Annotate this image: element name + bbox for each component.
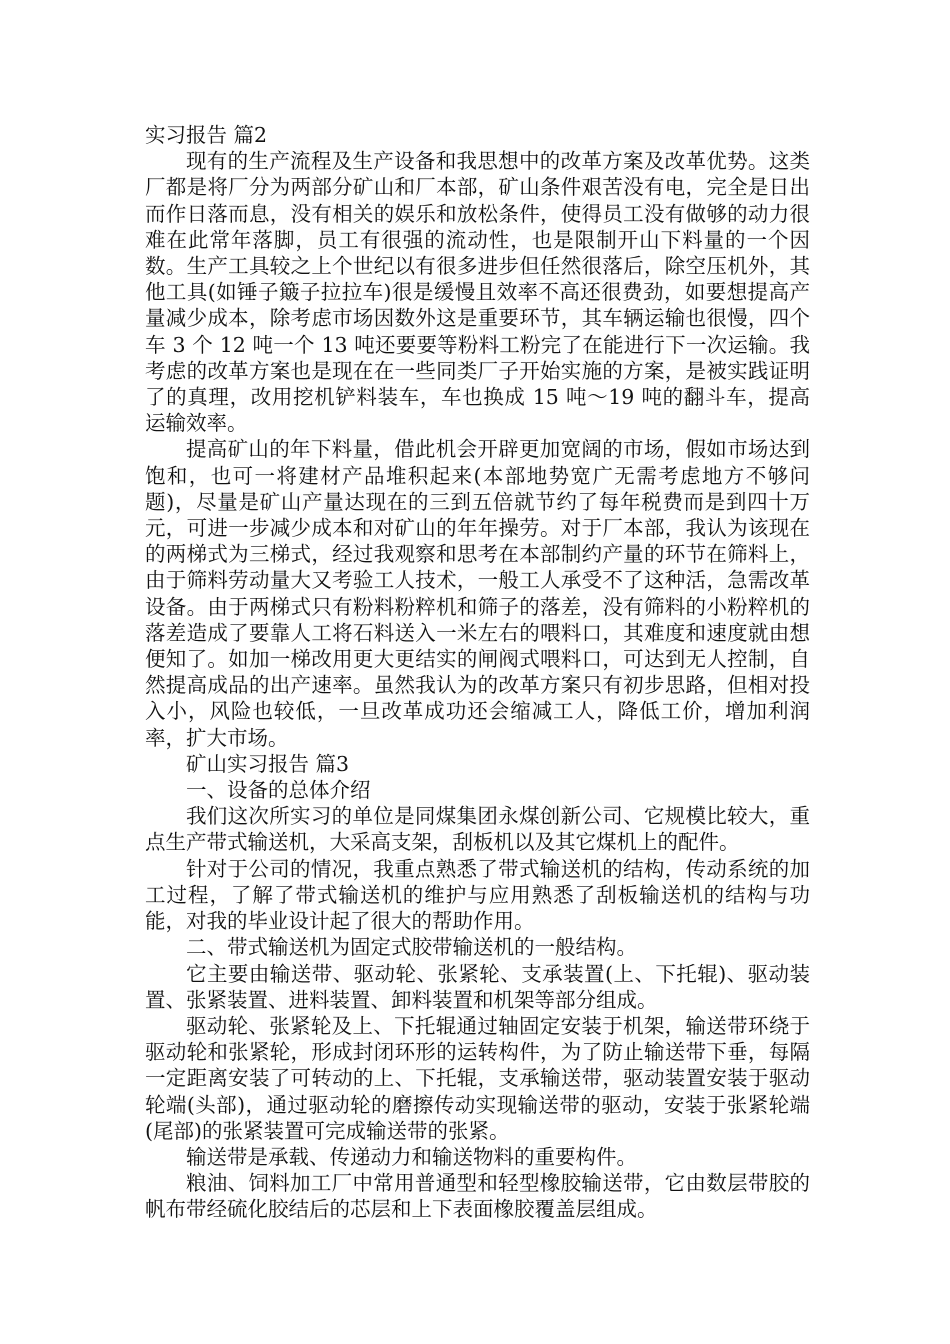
- document-page: [145, 122, 810, 1223]
- body-paragraph: 现有的生产流程及生产设备和我思想中的改革方案及改革优势。这类厂都是将厂分为两部分矿山和厂本部，矿山条件艰苦没有电，完全是日出而作日落而息，没有相关的娱乐和放松条件，使得员工没有做够的动力很难在此常年落脚，员工有很强的流动性，也是限制开山下料量的一个因数。生产工具较之上个世纪以有很多进步但任然很落后，除空压机外，其他工具(如锤子簸子拉拉车)很是缓慢且效率不高还很费劲，如要想提高产量减少成本，除考虑市场因数外这是重要环节，其车辆运输也很慢，四个车 3 个 12 吨一个 13 吨还要要等粉料工粉完了在能进行下一次运输。我考虑的改革方案也是现在在一些同类厂子开始实施的方案，是被实践证明了的真理，改用挖机铲料装车，车也换成 15 吨～19 吨的翻斗车，提高运输效率。: [145, 149, 810, 436]
- body-paragraph: 驱动轮、张紧轮及上、下托辊通过轴固定安装于机架，输送带环绕于驱动轮和张紧轮，形成封闭环形的运转构件，为了防止输送带下垂，每隔一定距离安装了可转动的上、下托辊，支承输送带，驱动装置安装于驱动轮端(头部)，通过驱动轮的磨擦传动实现输送带的驱动，安装于张紧轮端(尾部)的张紧装置可完成输送带的张紧。: [145, 1013, 810, 1143]
- section-heading-part-3: 矿山实习报告 篇3: [186, 751, 350, 776]
- body-paragraph: 针对于公司的情况，我重点熟悉了带式输送机的结构，传动系统的加工过程，了解了带式输送机的维护与应用熟悉了刮板输送机的结构与功能，对我的毕业设计起了很大的帮助作用。: [145, 856, 810, 934]
- body-paragraph: 输送带是承载、传递动力和输送物料的重要构件。: [186, 1144, 637, 1169]
- body-paragraph: 提高矿山的年下料量，借此机会开辟更加宽阔的市场，假如市场达到饱和，也可一将建材产品堆积起来(本部地势宽广无需考虑地方不够问题)，尽量是矿山产量达现在的三到五倍就节约了每年税费而是到四十万元，可进一步减少成本和对矿山的年年操劳。对于厂本部，我认为该现在的两梯式为三梯式，经过我观察和思考在本部制约产量的环节在筛料上，由于筛料劳动量大又考验工人技术，一般工人承受不了这种活，急需改革设备。由于两梯式只有粉料粉粹机和筛子的落差，没有筛料的小粉粹机的落差造成了要靠人工将石料送入一米左右的喂料口，其难度和速度就由想便知了。如加一梯改用更大更结实的闸阀式喂料口，可达到无人控制，自然提高成品的出产速率。虽然我认为的改革方案只有初步思路，但相对投入小，风险也较低，一旦改革成功还会缩减工人，降低工价，增加利润率，扩大市场。: [145, 437, 810, 750]
- section-heading-part-2: 实习报告 篇2: [145, 123, 268, 147]
- subheading-equipment-overview: 一、设备的总体介绍: [186, 778, 371, 803]
- body-paragraph: 粮油、饲料加工厂中常用普通型和轻型橡胶输送带，它由数层带胶的帆布带经硫化胶结后的芯层和上下表面橡胶覆盖层组成。: [145, 1171, 810, 1222]
- body-paragraph: 它主要由输送带、驱动轮、张紧轮、支承装置(上、下托辊)、驱动装置、张紧装置、进料装置、卸料装置和机架等部分组成。: [145, 961, 810, 1012]
- body-paragraph: 我们这次所实习的单位是同煤集团永煤创新公司、它规模比较大，重点生产带式输送机，大采高支架，刮板机以及其它煤机上的配件。: [145, 804, 810, 855]
- subheading-conveyor-structure: 二、带式输送机为固定式胶带输送机的一般结构。: [186, 935, 637, 960]
